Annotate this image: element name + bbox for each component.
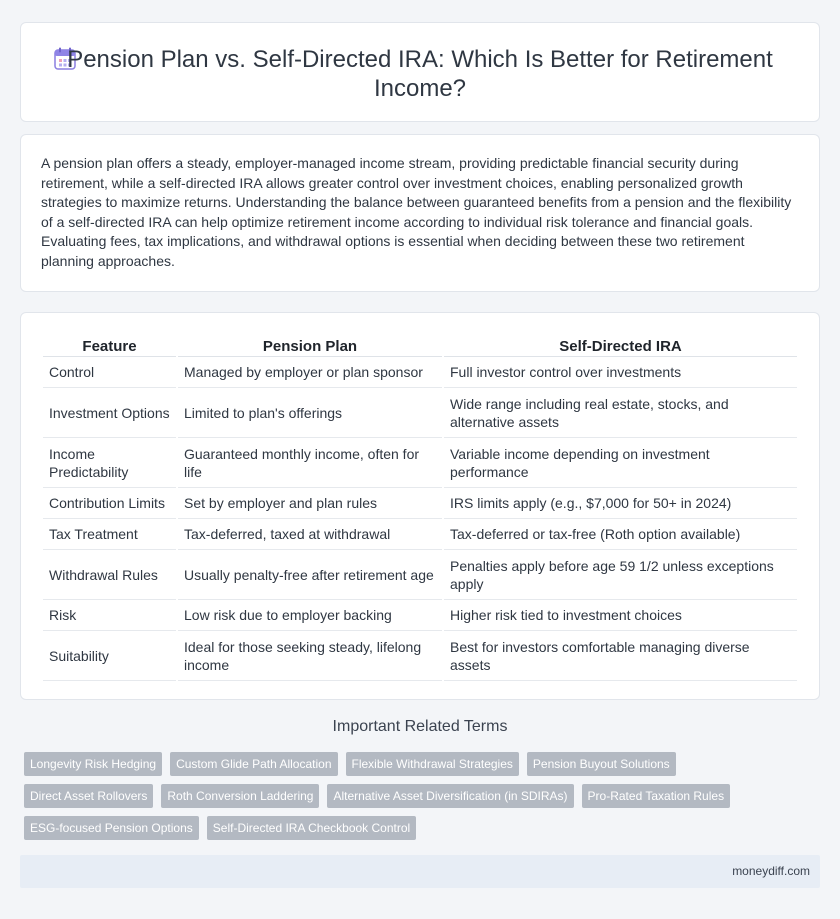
related-term-tag[interactable]: ESG-focused Pension Options <box>24 816 199 840</box>
footer <box>20 855 820 888</box>
table-row <box>43 631 797 681</box>
site-name[interactable]: moneydiff.com <box>732 864 810 878</box>
feature-cell: Risk <box>43 600 176 631</box>
pension-cell: Managed by employer or plan sponsor <box>178 357 442 388</box>
ira-cell: Higher risk tied to investment choices <box>444 600 797 631</box>
related-term-tag[interactable]: Custom Glide Path Allocation <box>170 752 337 776</box>
ira-cell: Tax-deferred or tax-free (Roth option available) <box>444 519 797 550</box>
pension-cell: Limited to plan's offerings <box>178 388 442 438</box>
pension-cell: Usually penalty-free after retirement age <box>178 550 442 600</box>
related-term-tag[interactable]: Roth Conversion Laddering <box>161 784 319 808</box>
related-term-tag[interactable]: Pro-Rated Taxation Rules <box>582 784 731 808</box>
related-term-tag[interactable]: Pension Buyout Solutions <box>527 752 676 776</box>
ira-cell: Best for investors comfortable managing diverse assets <box>444 631 797 681</box>
feature-cell: Control <box>43 357 176 388</box>
table-row <box>43 438 797 488</box>
feature-cell: Investment Options <box>43 388 176 438</box>
pension-cell: Ideal for those seeking steady, lifelong income <box>178 631 442 681</box>
pension-cell: Low risk due to employer backing <box>178 600 442 631</box>
table-row <box>43 519 797 550</box>
ira-cell: Penalties apply before age 59 1/2 unless exceptions apply <box>444 550 797 600</box>
feature-cell: Withdrawal Rules <box>43 550 176 600</box>
ira-cell: Variable income depending on investment performance <box>444 438 797 488</box>
related-terms-list <box>24 752 744 840</box>
column-header-pension-plan: Pension Plan <box>178 334 442 357</box>
pension-cell: Set by employer and plan rules <box>178 488 442 519</box>
table-row <box>43 488 797 519</box>
related-term-tag[interactable]: Flexible Withdrawal Strategies <box>346 752 519 776</box>
header-card <box>20 22 820 122</box>
table-row <box>43 357 797 388</box>
page-title: Pension Plan vs. Self-Directed IRA: Which Is Better for Retirement Income? <box>67 46 773 102</box>
ira-cell: IRS limits apply (e.g., $7,000 for 50+ in 2024) <box>444 488 797 519</box>
column-header-feature: Feature <box>43 334 176 357</box>
related-term-tag[interactable]: Alternative Asset Diversification (in SDIRAs) <box>327 784 573 808</box>
table-row <box>43 600 797 631</box>
related-term-tag[interactable]: Direct Asset Rollovers <box>24 784 153 808</box>
feature-cell: Tax Treatment <box>43 519 176 550</box>
table-header-row <box>43 334 797 357</box>
intro-paragraph: A pension plan offers a steady, employer-managed income stream, providing predictable financial security during retirement, while a self-directed IRA allows greater control over investment choices, enabling personalized growth strategies to maximize returns. Understanding the balance between guaranteed benefits from a pension and the flexibility of a self-directed IRA can help optimize retirement income according to individual risk tolerance and financial goals. Evaluating fees, tax implications, and withdrawal options is essential when deciding between these two retirement planning approaches. <box>41 155 792 269</box>
comparison-table <box>41 334 799 681</box>
comparison-table-card <box>20 312 820 700</box>
feature-cell: Suitability <box>43 631 176 681</box>
related-term-tag[interactable]: Self-Directed IRA Checkbook Control <box>207 816 416 840</box>
pension-cell: Guaranteed monthly income, often for life <box>178 438 442 488</box>
pension-cell: Tax-deferred, taxed at withdrawal <box>178 519 442 550</box>
feature-cell: Income Predictability <box>43 438 176 488</box>
ira-cell: Full investor control over investments <box>444 357 797 388</box>
table-row <box>43 388 797 438</box>
related-terms-heading: Important Related Terms <box>332 718 508 735</box>
intro-card <box>20 134 820 292</box>
column-header-self-directed-ira: Self-Directed IRA <box>444 334 797 357</box>
feature-cell: Contribution Limits <box>43 488 176 519</box>
table-row <box>43 550 797 600</box>
ira-cell: Wide range including real estate, stocks, and alternative assets <box>444 388 797 438</box>
related-term-tag[interactable]: Longevity Risk Hedging <box>24 752 162 776</box>
